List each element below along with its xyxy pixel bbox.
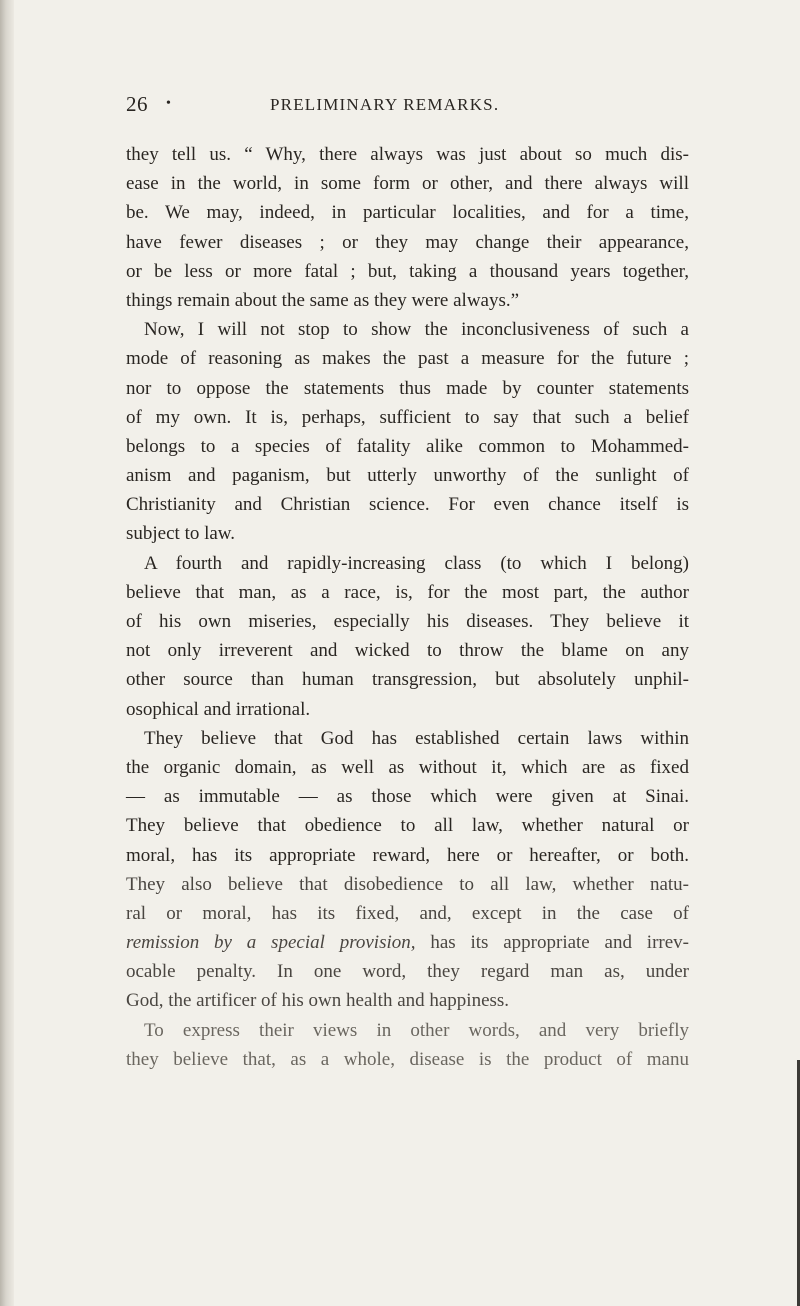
text-line: not only irreverent and wicked to throw the blame on any xyxy=(126,640,689,662)
running-head: PRELIMINARY REMARKS. xyxy=(270,95,500,114)
text-line: osophical and irrational. xyxy=(126,698,311,720)
header-bullet: • xyxy=(166,96,171,111)
text-line: things remain about the same as they were always.” xyxy=(126,289,520,311)
text-line-italic-phrase: remission by a special provision, has its appropriate and irrev- xyxy=(126,932,689,954)
text-line: have fewer diseases ; or they may change their appearance, xyxy=(126,231,689,253)
text-line: belongs to a species of fatality alike common to Mohammed- xyxy=(126,435,689,457)
text-line: other source than human transgression, but absolutely unphil- xyxy=(126,669,689,691)
text-line: ocable penalty. In one word, they regard man as, under xyxy=(126,961,689,983)
text-line: moral, has its appropriate reward, here or hereafter, or both. xyxy=(126,844,689,866)
text-line: be. We may, indeed, in particular localities, and for a time, xyxy=(126,202,689,224)
text-line: of my own. It is, perhaps, sufficient to say that such a belief xyxy=(126,406,689,428)
text-line: Now, I will not stop to show the inconclusiveness of such a xyxy=(144,319,689,341)
text-line: of his own miseries, especially his diseases. They believe it xyxy=(126,611,689,632)
text-line: They believe that God has established certain laws within xyxy=(144,727,689,749)
text-line: To express their views in other words, and very briefly xyxy=(144,1019,689,1041)
text-line: they believe that, as a whole, disease is the product of manu xyxy=(126,1048,689,1070)
text-line: — as immutable — as those which were given at Sinai. xyxy=(126,786,689,808)
text-line: God, the artificer of his own health and happiness. xyxy=(126,990,510,1012)
text-line: Christianity and Christian science. For even chance itself is xyxy=(126,494,689,516)
text-line: or be less or more fatal ; but, taking a thousand years together, xyxy=(126,260,689,282)
text-line: the organic domain, as well as without it, which are as fixed xyxy=(126,756,689,778)
page-number: 26 xyxy=(126,92,148,116)
text-line: ease in the world, in some form or other, and there always will xyxy=(126,173,689,195)
italic-remission-phrase: remission by a special provision, xyxy=(126,932,416,954)
text-line: subject to law. xyxy=(126,523,236,545)
text-line: They believe that obedience to all law, whether natural or xyxy=(126,815,689,837)
page-header xyxy=(126,92,686,122)
text-line: A fourth and rapidly-increasing class (to which I belong) xyxy=(144,552,689,574)
body-text xyxy=(126,140,689,1074)
text-line: nor to oppose the statements thus made by counter statements xyxy=(126,377,689,399)
text-line: anism and paganism, but utterly unworthy of the sunlight of xyxy=(126,465,689,487)
text-line: ral or moral, has its fixed, and, except in the case of xyxy=(126,902,689,924)
text-line: mode of reasoning as makes the past a measure for the future ; xyxy=(126,348,689,370)
text-line: they tell us. “ Why, there always was just about so much dis- xyxy=(126,144,689,165)
text-line: They also believe that disobedience to all law, whether natu- xyxy=(126,873,689,895)
book-binding-shadow xyxy=(0,0,14,1306)
text-line: believe that man, as a race, is, for the most part, the author xyxy=(126,581,689,603)
